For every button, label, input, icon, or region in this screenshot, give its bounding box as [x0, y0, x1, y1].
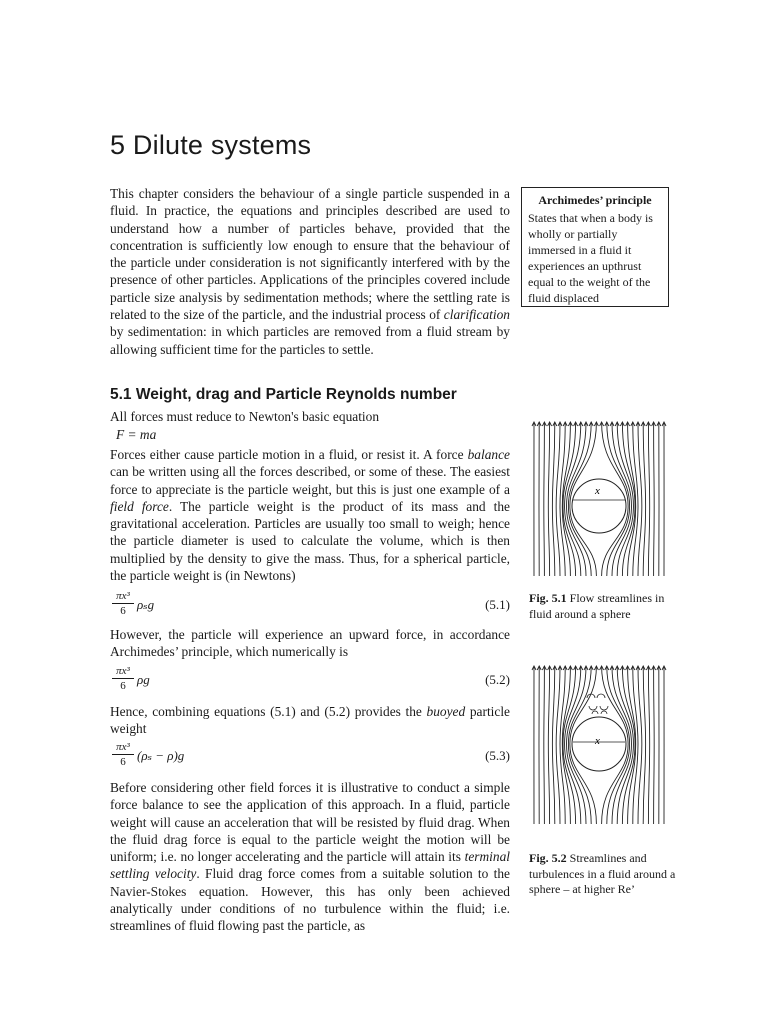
section-title: 5.1 Weight, drag and Particle Reynolds number: [110, 386, 457, 403]
eq-rest: ρg: [137, 672, 150, 687]
streamline: [643, 666, 645, 824]
streamline: [556, 422, 560, 576]
eq-rest: (ρₛ − ρ)g: [137, 748, 185, 763]
streamline: [552, 422, 554, 576]
fraction: [112, 741, 134, 768]
figure-5-1-streamlines: [530, 418, 672, 580]
eq-number: (5.2): [485, 672, 510, 687]
chapter-title: 5 Dilute systems: [110, 130, 312, 160]
frac-num: πx³: [112, 590, 134, 604]
fraction: [112, 590, 134, 617]
eq-number: (5.3): [485, 748, 510, 763]
figure-5-2-caption: Fig. 5.2 Streamlines and turbulences in a fluid around a sphere – at higher Re’: [529, 851, 676, 896]
streamline: [648, 666, 649, 824]
frac-den: 6: [120, 680, 126, 692]
force-paragraph: Forces either cause particle motion in a fluid, or resist it. A force balance can be written using all the forces described, or some of these. The easiest force to appreciate is the particle weight, but this is just one example of a field force. The particle weight is the product of its mass and the gravitational acceleration. Particles are usually too small to weigh; hence the particle diameter is used to calculate the volume, which is then multiplied by the density to give the mass. Thus, for a spherical particle, the particle weight is (in Newtons): [110, 447, 510, 584]
equation-5-2: [110, 665, 510, 699]
newton-intro: All forces must reduce to Newton's basic equation: [110, 409, 380, 424]
frac-den: 6: [120, 756, 126, 768]
streamline: [654, 422, 655, 576]
intro-paragraph: This chapter considers the behaviour of a single particle suspended in a fluid. In practice, the equations and principles described are used to understand how a number of particles behave, provided that the concentration is sufficiently low enough to ensure that the behaviour of the particle under consideration is not significantly interfered with by the presence of other particles. Applications of the principles covered include particle size analysis by sedimentation methods; where the settling rate is related to the size of the particle, and the industrial process of clarification by sedimentation: in which particles are removed from a fluid stream by allowing sufficient time for the particles to settle.: [110, 186, 510, 357]
streamline: [548, 422, 549, 576]
equation-5-1: [110, 590, 510, 624]
streamline: [648, 422, 649, 576]
streamline: [548, 666, 549, 824]
archimedes-sidebox: [521, 187, 669, 307]
streamline: [643, 422, 645, 576]
frac-num: πx³: [112, 665, 134, 679]
figure-5-2-streamlines: [530, 662, 672, 828]
newton-equation: F = ma: [116, 427, 157, 442]
streamline: [544, 422, 545, 576]
fraction: [112, 665, 134, 692]
eq-rest: ρₛg: [137, 597, 155, 612]
streamline: [556, 666, 560, 824]
streamline: [638, 666, 642, 824]
sidebox-title: Archimedes’ principle: [538, 193, 652, 207]
streamline: [638, 422, 642, 576]
upthrust-paragraph: However, the particle will experience an upward force, in accordance Archimedes’ principle, which numerically is: [110, 627, 510, 660]
diameter-label: x: [595, 735, 600, 747]
diameter-label: x: [595, 485, 600, 497]
streamline: [654, 666, 655, 824]
figure-5-1-caption: Fig. 5.1 Flow streamlines in fluid around a sphere: [529, 591, 665, 621]
buoyed-paragraph: Hence, combining equations (5.1) and (5.2) provides the buoyed particle weight: [110, 704, 510, 737]
force-balance-paragraph: Before considering other field forces it is illustrative to conduct a simple force balance to see the application of this approach. In a fluid, particle weight will cause an acceleration that will be resisted by fluid drag. When the fluid drag force is equal to the particle weight the motion will be uniform; i.e. no longer accelerating and the particle will attain its terminal settling velocity. Fluid drag force comes from a suitable solution to the Navier-Stokes equation. However, this has only been achieved analytically under conditions of no turbulence within the fluid; i.e. streamlines of fluid flowing past the particle, as: [110, 780, 511, 934]
turbulence-eddies: [587, 694, 608, 714]
frac-den: 6: [120, 605, 126, 617]
streamline: [544, 666, 545, 824]
eq-number: (5.1): [485, 597, 510, 612]
equation-5-3: [110, 741, 510, 775]
streamline: [552, 666, 554, 824]
frac-num: πx³: [112, 741, 134, 755]
sidebox-text: States that when a body is wholly or partially immersed in a fluid it experiences an upthrust equal to the weight of the fluid displaced: [528, 211, 653, 305]
